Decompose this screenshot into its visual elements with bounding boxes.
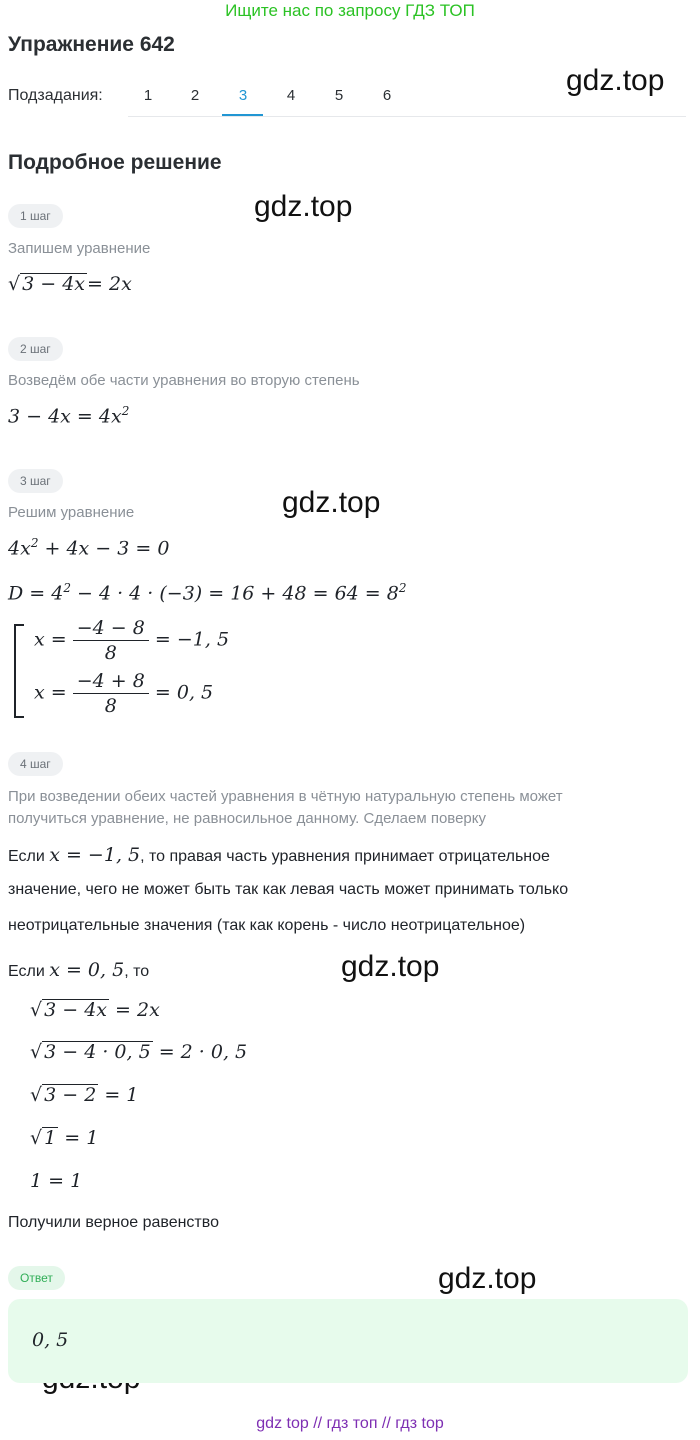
step-caption: Запишем уравнение [8, 240, 151, 257]
tab-subtask-1[interactable]: 1 [143, 87, 153, 104]
root-row: x = $\frac{-4 + 8}{8}$ = 0, 5 [34, 670, 214, 717]
roots-bracket [14, 624, 24, 718]
page-title: Упражнение 642 [8, 33, 175, 56]
active-tab-indicator [222, 114, 263, 116]
tab-subtask-4[interactable]: 4 [286, 87, 296, 104]
footer-links[interactable]: gdz top // гдз топ // гдз top [256, 1415, 444, 1432]
step-badge: 2 шаг [8, 337, 63, 361]
step-badge: 4 шаг [8, 752, 63, 776]
conclusion: Получили верное равенство [8, 1214, 219, 1231]
check-line: √ 3 − 4 · 0, 5 = 2 · 0, 5 [30, 1041, 248, 1063]
tab-subtask-6[interactable]: 6 [382, 87, 392, 104]
watermark: gdz.top [341, 950, 440, 983]
paragraph: значение, чего не может быть так как левая часть может принимать только [8, 881, 569, 898]
equation: √ 3 − 4x = 2x [8, 273, 132, 295]
watermark: gdz.top [438, 1262, 537, 1295]
watermark: gdz.top [254, 190, 353, 223]
subtasks-label: Подзадания: [8, 87, 103, 104]
step-caption: При возведении обеих частей уравнения в чётную натуральную степень может [8, 788, 563, 805]
tab-subtask-3[interactable]: 3 [238, 87, 248, 104]
equation: $4x^2 + 4x - 3 = 0$ [8, 536, 170, 560]
step-badge: 1 шаг [8, 204, 63, 228]
step-badge: 3 шаг [8, 469, 63, 493]
check-line: √ 3 − 4x = 2x [30, 999, 160, 1021]
step-caption: получиться уравнение, не равносильное данному. Сделаем поверку [8, 810, 487, 827]
paragraph: Если x = 0, 5, то [8, 959, 150, 981]
step-caption: Решим уравнение [8, 504, 135, 521]
tab-subtask-2[interactable]: 2 [190, 87, 200, 104]
paragraph: Если x = −1, 5, то правая часть уравнения принимает отрицательное [8, 844, 550, 866]
watermark: gdz.top [566, 64, 665, 97]
check-line: √ 1 = 1 [30, 1127, 99, 1149]
promo-banner[interactable]: Ищите нас по запросу ГДЗ ТОП [225, 1, 475, 20]
solution-heading: Подробное решение [8, 151, 222, 174]
step-caption: Возведём обе части уравнения во вторую степень [8, 372, 360, 389]
tab-subtask-5[interactable]: 5 [334, 87, 344, 104]
watermark: gdz.top [282, 486, 381, 519]
root-row: x = $\frac{-4 - 8}{8}$ = −1, 5 [34, 617, 230, 664]
discriminant: $D = 4^2 - 4 \cdot 4 \cdot (-3) = 16 + 48 = 64 = 8^2$ [8, 581, 407, 605]
answer-box [8, 1299, 688, 1383]
answer-value: 0, 5 [32, 1329, 69, 1351]
paragraph: неотрицательные значения (так как корень - число неотрицательное) [8, 917, 526, 934]
sqrt-expression: √ 3 − 4x [8, 273, 86, 295]
equation: $3 - 4x = 4x^2$ [8, 404, 130, 428]
answer-badge: Ответ [8, 1266, 65, 1290]
check-line: 1 = 1 [30, 1170, 83, 1192]
check-line: √ 3 − 2 = 1 [30, 1084, 139, 1106]
